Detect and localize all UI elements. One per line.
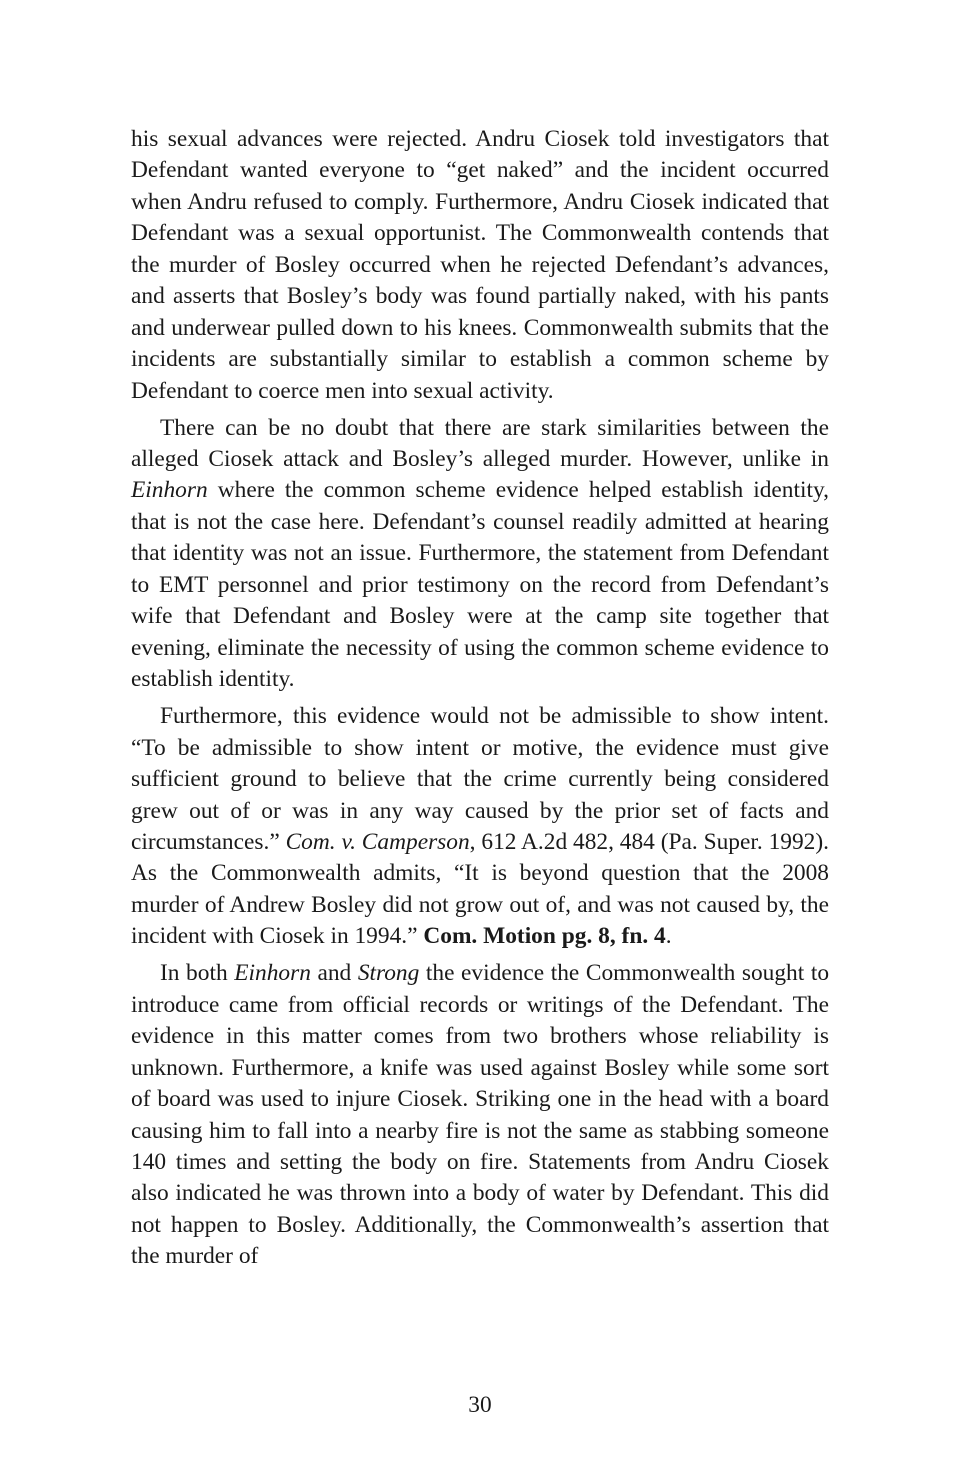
text-run: and [310,960,358,987]
text-run: . [665,923,672,950]
case-name-einhorn: Einhorn [234,960,311,987]
page-number: 30 [468,1392,492,1418]
text-run: In both [160,960,235,987]
paragraph-3 [131,701,829,953]
text-run: where the common scheme evidence helped establish identity, that is not the case here. Defendant’s counsel readily admitted at hearing that identity was not an issue. Furthermore, the statement from Defendant to EMT personnel and prior testimony on the record from Defendant’s wife that Defendant and Bosley were at the camp site together that evening, eliminate the necessity of using the common scheme evidence to establish identity. [131,477,829,693]
paragraph-4 [131,958,829,1273]
paragraph-2 [131,413,829,696]
text-run: his sexual advances were rejected. Andru Ciosek told investigators that Defendant wanted everyone to “get naked” and the incident occurred when Andru refused to comply. Furthermore, Andru Ciosek indicated that Defendant was a sexual opportunist. The Commonwealth contends that the murder of Bosley occurred when he rejected Defendant’s advances, and asserts that Bosley’s body was found partially naked, with his pants and underwear pulled down to his knees. Commonwealth submits that the incidents are substantially similar to establish a common scheme by Defendant to coerce men into sexual activity. [131,126,829,404]
case-citation-camperson: Com. v. Camperson [285,828,470,855]
document-body [131,124,829,1278]
text-run: Furthermore, this evidence would not be admissible to show intent. “To be admissible to show intent or motive, the evidence must give sufficient ground to believe that the crime currently being considered grew out of or was in any way caused by the prior set of facts and circumstances.” [131,703,829,855]
case-name-einhorn: Einhorn [131,477,208,504]
text-run: , 612 A.2d 482, 484 (Pa. Super. 1992). As the Commonwealth admits, “It is beyond question that the 2008 murder of Andrew Bosley did not grow out of, and was not caused by, the incident with Ciosek in 1994.” [131,828,829,950]
motion-reference: Com. Motion pg. 8, fn. 4 [423,923,666,950]
text-run: the evidence the Commonwealth sought to introduce came from official records or writings of the Defendant. The evidence in this matter comes from two brothers whose reliability is unknown. Furthermore, a knife was used against Bosley while some sort of board was used to injure Ciosek. Striking one in the head with a board causing him to fall into a nearby fire is not the same as stabbing someone 140 times and setting the body on fire. Statements from Andru Ciosek also indicated he was thrown into a body of water by Defendant. This did not happen to Bosley. Additionally, the Commonwealth’s assertion that the murder of [131,960,830,1270]
paragraph-1 [131,124,829,407]
case-name-strong: Strong [357,960,420,987]
text-run: There can be no doubt that there are stark similarities between the alleged Ciosek attack and Bosley’s alleged murder. However, unlike in [131,414,829,473]
